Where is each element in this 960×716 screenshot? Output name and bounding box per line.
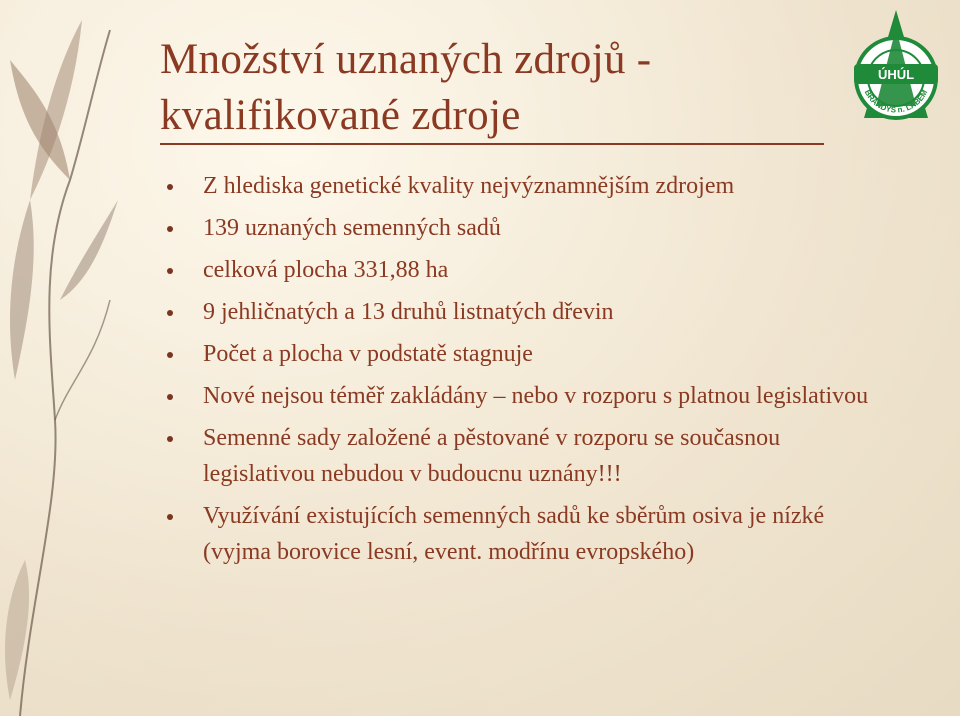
- title-underline: [160, 143, 824, 145]
- bullet-item: Semenné sady založené a pěstované v rozporu se současnou legislativou nebudou v budoucnu uznány!!!: [160, 420, 890, 492]
- decorative-leaf-branch: [0, 0, 120, 716]
- bullet-item: 9 jehličnatých a 13 druhů listnatých dřevin: [160, 294, 890, 330]
- bullet-item: 139 uznaných semenných sadů: [160, 210, 890, 246]
- title-line-2: kvalifikované zdroje: [160, 92, 521, 139]
- title-line-1: Množství uznaných zdrojů -: [160, 36, 652, 83]
- bullet-item: Počet a plocha v podstatě stagnuje: [160, 336, 890, 372]
- logo-ring-text: BRANDÝS n. LABEM: [862, 88, 930, 115]
- slide-title: [160, 32, 840, 144]
- bullet-item: Využívání existujících semenných sadů ke sběrům osiva je nízké (vyjma borovice lesní, event. modřínu evropského): [160, 498, 890, 570]
- bullet-item: Nové nejsou téměř zakládány – nebo v rozporu s platnou legislativou: [160, 378, 890, 414]
- uhul-logo: [846, 8, 946, 134]
- bullet-list: [160, 168, 890, 576]
- logo-label: ÚHÚL: [877, 67, 915, 82]
- bullet-item: Z hlediska genetické kvality nejvýznamnějším zdrojem: [160, 168, 890, 204]
- bullet-item: celková plocha 331,88 ha: [160, 252, 890, 288]
